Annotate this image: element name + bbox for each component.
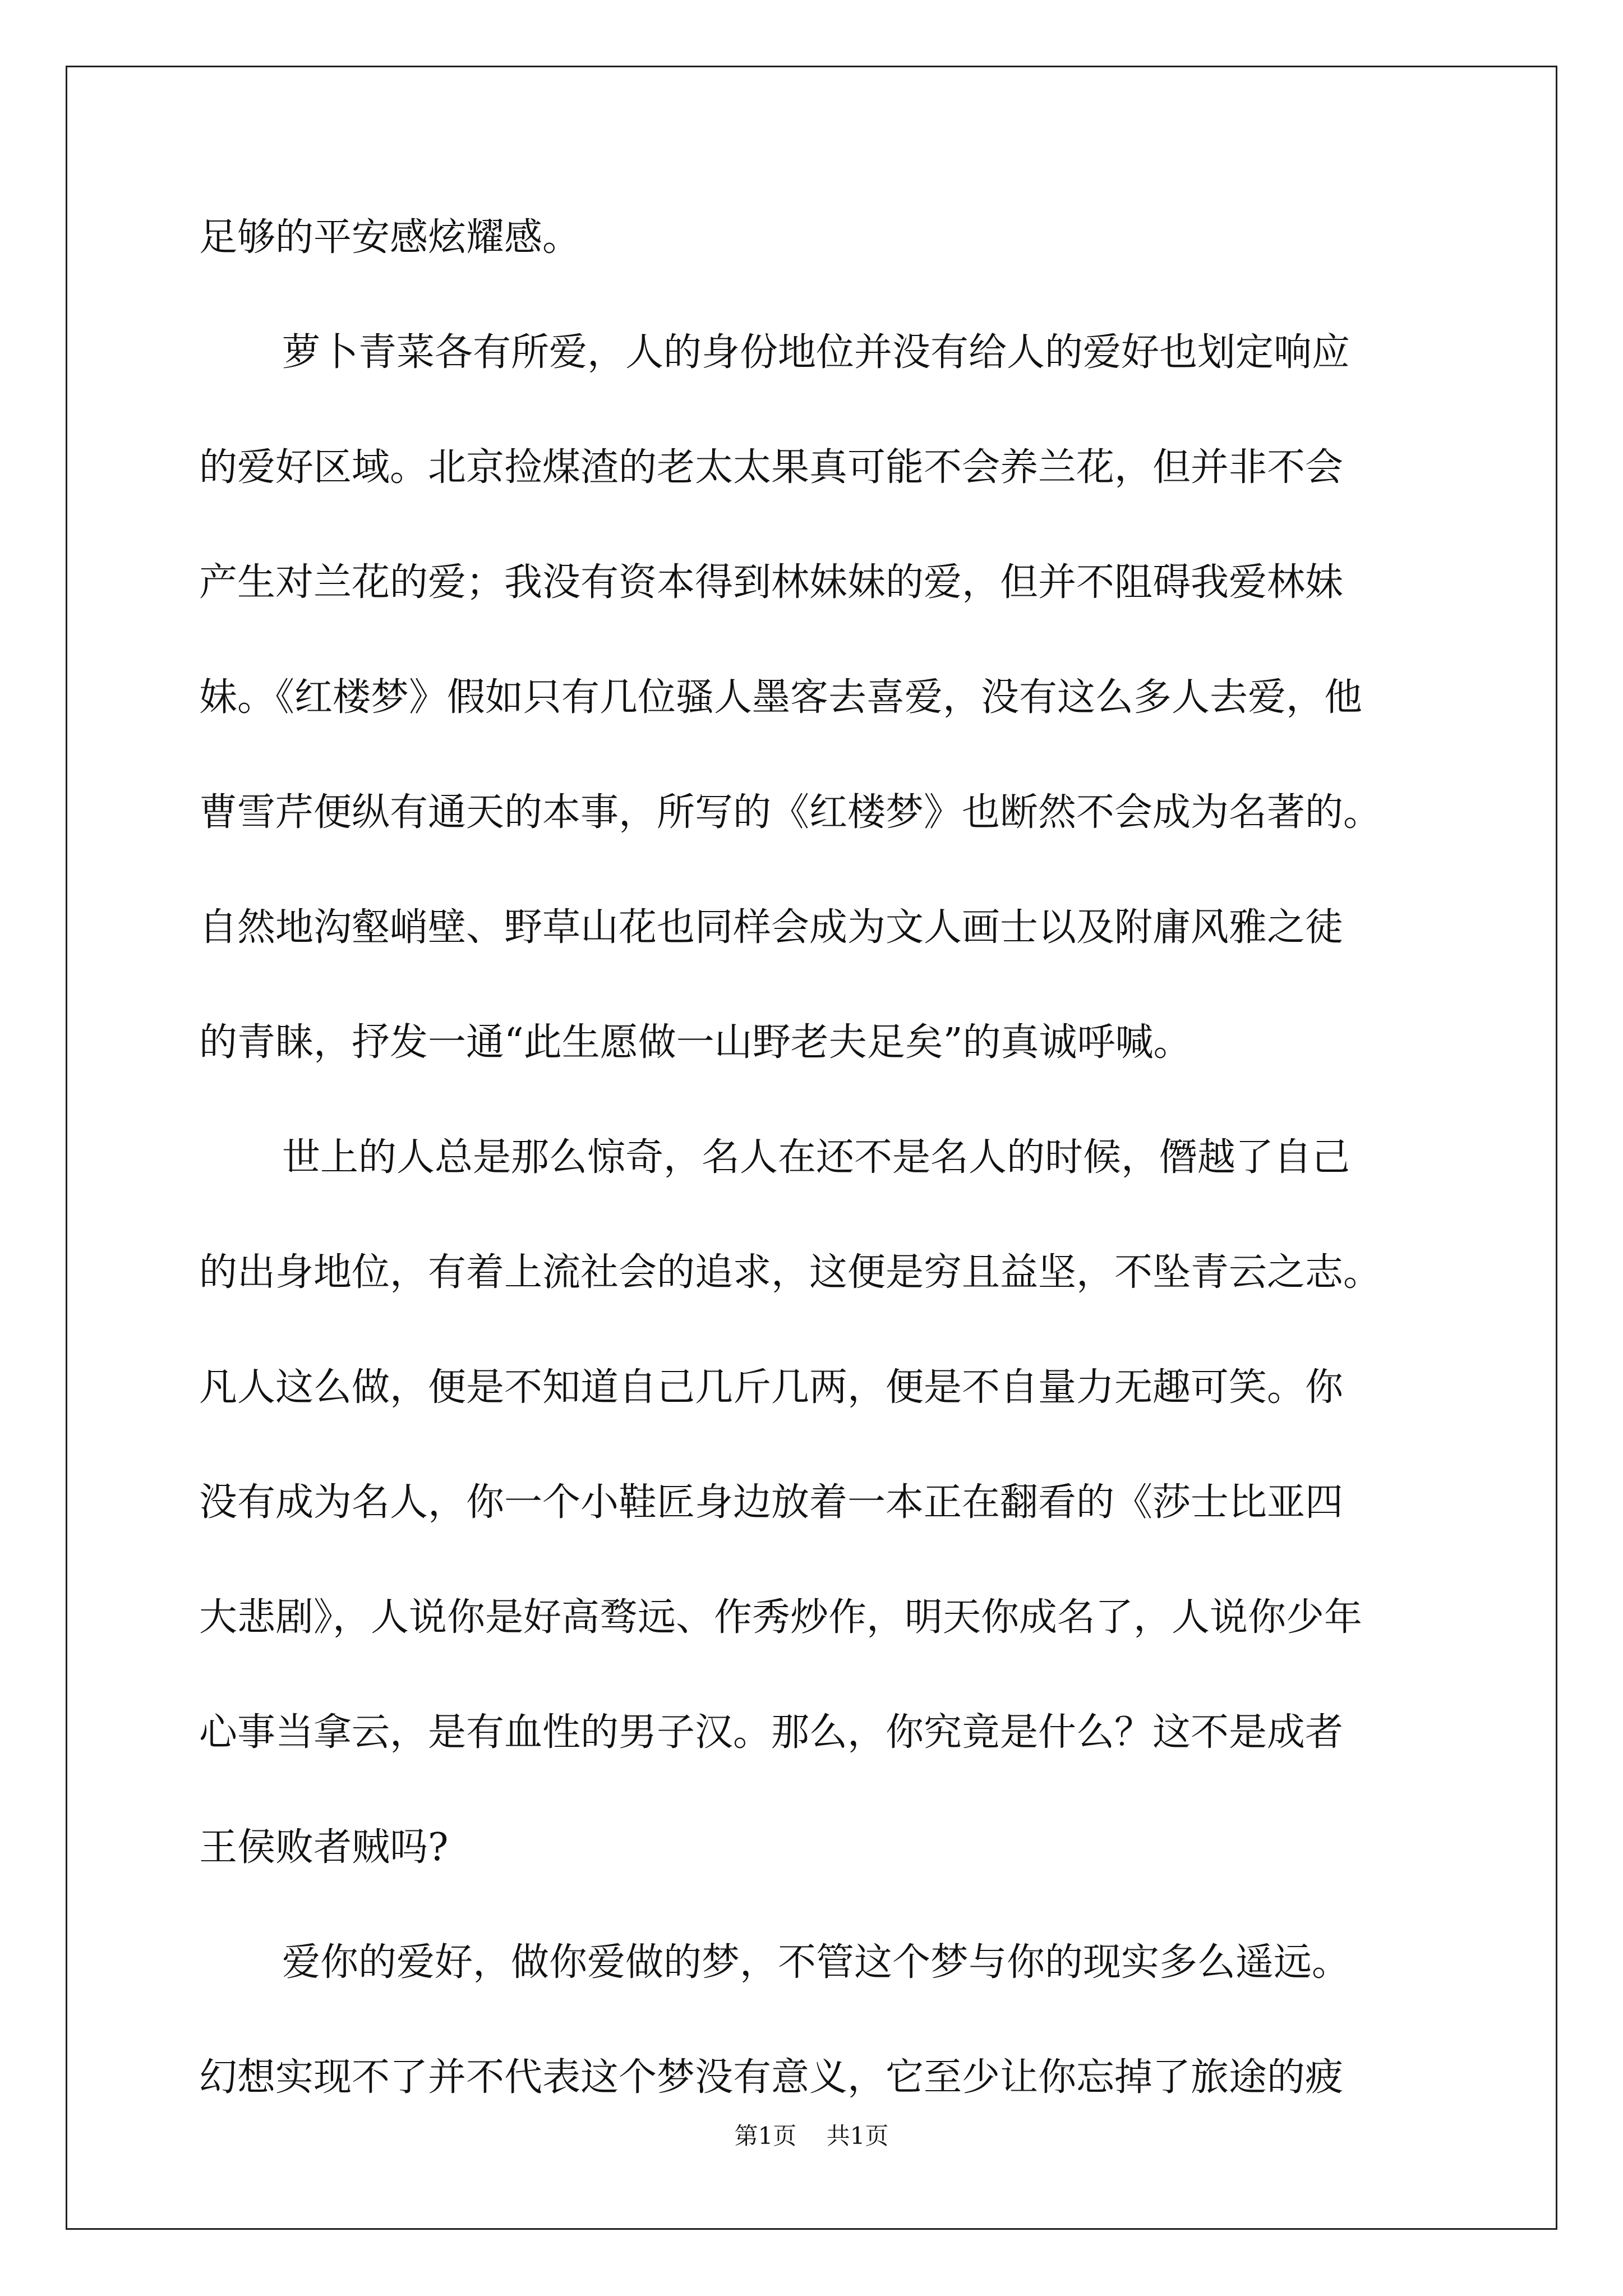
text-line: 大悲剧》，人说你是好高骛远、作秀炒作，明天你成名了，人说你少年 <box>199 1595 1363 1640</box>
text-line: 自然地沟壑峭壁、野草山花也同样会成为文人画士以及附庸风雅之徒 <box>199 905 1344 950</box>
page-number-total: 共1页 <box>826 2122 889 2150</box>
text-line: 产生对兰花的爱；我没有资本得到林妹妹的爱，但并不阻碍我爱林妹 <box>199 560 1344 605</box>
text-line: 的爱好区域。北京捡煤渣的老太太果真可能不会养兰花，但并非不会 <box>199 445 1344 490</box>
text-line: 心事当拿云，是有血性的男子汉。那么，你究竟是什么？这不是成者 <box>199 1710 1344 1755</box>
paragraph-start-line: 萝卜青菜各有所爱，人的身份地位并没有给人的爱好也划定响应 <box>282 330 1350 375</box>
text-line: 没有成为名人，你一个小鞋匠身边放着一本正在翻看的《莎士比亚四 <box>199 1480 1344 1525</box>
paragraph-start-line: 世上的人总是那么惊奇，名人在还不是名人的时候，僭越了自己 <box>282 1135 1350 1180</box>
page-number-current: 第1页 <box>734 2122 797 2150</box>
text-line: 的青睐，抒发一通“此生愿做一山野老夫足矣”的真诚呼喊。 <box>199 1020 1192 1065</box>
text-line: 曹雪芹便纵有通天的本事，所写的《红楼梦》也断然不会成为名著的。 <box>199 790 1382 835</box>
text-line: 幻想实现不了并不代表这个梦没有意义，它至少让你忘掉了旅途的疲 <box>199 2055 1344 2100</box>
page-footer <box>0 2120 1623 2152</box>
text-line: 足够的平安感炫耀感。 <box>199 215 581 260</box>
text-line: 王侯败者贼吗? <box>199 1825 449 1870</box>
text-line: 的出身地位，有着上流社会的追求，这便是穷且益坚，不坠青云之志。 <box>199 1250 1382 1295</box>
paragraph-start-line: 爱你的爱好，做你爱做的梦，不管这个梦与你的现实多么遥远。 <box>282 1940 1350 1985</box>
text-line: 妹。《红楼梦》假如只有几位骚人墨客去喜爱，没有这么多人去爱，他 <box>199 675 1363 720</box>
text-line: 凡人这么做，便是不知道自己几斤几两，便是不自量力无趣可笑。你 <box>199 1365 1344 1410</box>
